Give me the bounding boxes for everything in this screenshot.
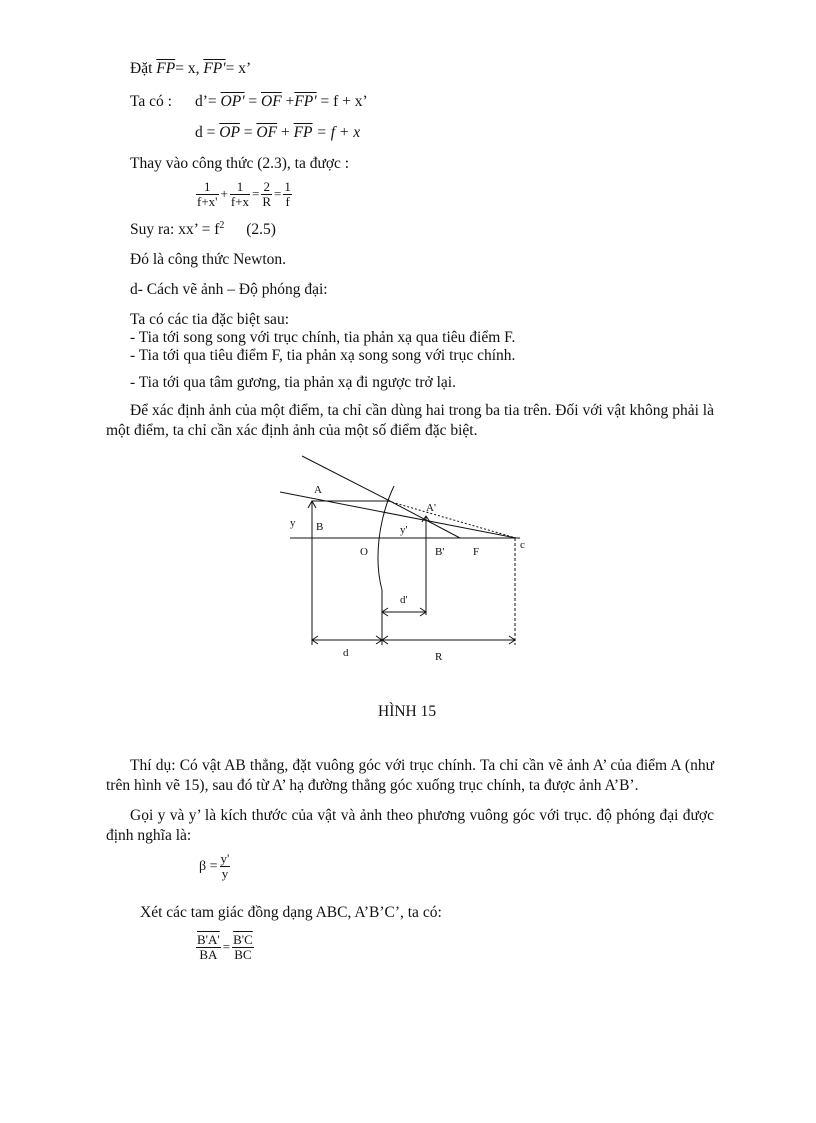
paragraph-vi-du: Thí dụ: Có vật AB thẳng, đặt vuông góc với trục chính. Ta chỉ cần vẽ ảnh A’ của điểm A (như trên hình vẽ 15), sau đó từ A’ hạ đường thẳng góc xuống trục chính, ta được ảnh A’B’.	[106, 757, 714, 795]
thay-vao-line: Thay vào công thức (2.3), ta được :	[130, 155, 350, 172]
eq-sign: =	[248, 93, 258, 110]
vector-fp: $\overline{FP}$	[156, 60, 176, 77]
paragraph-xac-dinh: Để xác định ảnh của một điểm, ta chỉ cần dùng hai trong ba tia trên. Đối với vật không phải là một điểm, ta chỉ cần xác định ảnh của một số điểm đặc biệt.	[106, 402, 714, 440]
right-fraction: $\frac{B'C}{BC}$	[233, 932, 253, 963]
newton-line: Đó là công thức Newton.	[130, 251, 287, 268]
label-c: c	[520, 539, 525, 551]
dat-text: Đặt	[130, 60, 153, 77]
label-y-prime: y'	[400, 524, 408, 536]
triangle-ratio-formula: $\frac{B'A'}{BA}$ = $\frac{B'C}{BC}$	[197, 932, 253, 963]
fraction-1: $\frac{1}{f+x'}$	[197, 179, 218, 210]
tia-item-1: - Tia tới song song với trục chính, tia phản xạ qua tiêu điểm F.	[130, 329, 516, 346]
vector-of: $\overline{OF}$	[261, 93, 282, 110]
vector-op: $\overline{OP}$	[219, 124, 240, 141]
taco-line	[130, 93, 172, 111]
equation-number: (2.5)	[246, 221, 276, 239]
optics-diagram	[270, 450, 540, 665]
fraction-4: $\frac{1}{f}$	[284, 179, 291, 210]
section-heading-d: d- Cách vẽ ảnh – Độ phóng đại:	[130, 281, 328, 298]
vector-fp-prime-2: FP'	[294, 93, 317, 110]
vector-of-2: $\overline{OF}$	[256, 124, 278, 141]
plus-sign: +	[280, 124, 290, 141]
tia-item-2: - Tia tới qua tiêu điểm F, tia phản xạ song song với trục chính.	[130, 347, 516, 364]
label-y: y	[290, 517, 296, 529]
plus-sign: +	[285, 93, 295, 110]
fraction-3: $\frac{2}{R}$	[262, 179, 272, 210]
suy-ra-line	[130, 220, 276, 239]
result-d-prime: = f + x’	[320, 93, 368, 110]
fraction-2: $\frac{1}{f+x}$	[230, 179, 250, 210]
label-R: R	[435, 651, 443, 663]
left-fraction: $\frac{B'A'}{BA}$	[197, 932, 220, 963]
d-prime-label: d’=	[195, 93, 217, 110]
d-equation	[195, 124, 360, 142]
eq-x: = x,	[175, 60, 200, 77]
label-B: B	[316, 521, 324, 533]
beta-fraction: $\frac{y'}{y}$	[220, 851, 230, 882]
beta-label: β =	[199, 858, 218, 874]
d-label: d =	[195, 124, 216, 141]
newton-formula: $\frac{1}{f+x'}$ + $\frac{1}{f+x}$ = $\frac{2}{R}$ = $\frac{1}{f}$	[197, 179, 291, 210]
tia-item-3: - Tia tới qua tâm gương, tia phản xạ đi ngược trở lại.	[130, 374, 456, 391]
vector-fp-prime: FP'	[203, 60, 226, 77]
eq-xp: = x’	[225, 60, 252, 77]
d-prime-equation	[195, 93, 368, 111]
definition-line	[130, 60, 251, 78]
superscript: 2	[219, 220, 225, 231]
label-A-prime: A'	[426, 502, 436, 514]
label-A: A	[314, 484, 322, 496]
xet-line: Xét các tam giác đồng dạng ABC, A’B’C’, ta có:	[140, 904, 442, 921]
figure-caption: HÌNH 15	[378, 703, 437, 720]
eq-sign: =	[243, 124, 253, 141]
label-d: d	[343, 647, 349, 659]
taco-text: Ta có :	[130, 93, 172, 110]
vector-fp-2: $\overline{FP}$	[293, 124, 313, 141]
tia-intro: Ta có các tia đặc biệt sau:	[130, 311, 289, 328]
label-O: O	[360, 546, 368, 558]
result-d: = f + x	[316, 124, 361, 141]
vector-op-prime: OP'	[220, 93, 245, 110]
label-d-prime: d'	[400, 594, 408, 606]
beta-formula	[197, 852, 230, 882]
label-F: F	[473, 546, 480, 558]
paragraph-goi: Gọi y và y’ là kích thước của vật và ảnh theo phương vuông góc với trục. độ phóng đại được định nghĩa là:	[106, 807, 714, 845]
suy-ra-text: Suy ra: xx’ = f	[130, 221, 220, 239]
label-B-prime: B'	[435, 546, 445, 558]
